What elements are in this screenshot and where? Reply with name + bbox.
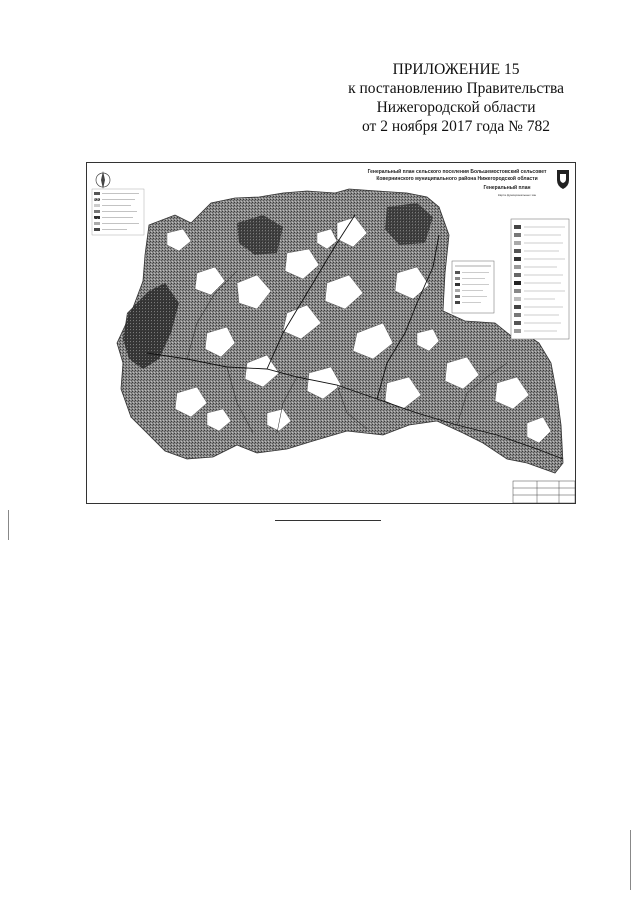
scan-mark-right <box>630 830 631 890</box>
title-block <box>513 481 575 503</box>
map-subtitle: Генеральный план <box>483 185 531 191</box>
decree-reference: к постановлению Правительства <box>348 80 564 97</box>
scan-mark-left <box>8 510 9 540</box>
decree-date: от 2 ноября 2017 года № 782 <box>362 118 551 135</box>
map-graphic <box>87 163 576 504</box>
legend-center <box>452 261 494 313</box>
separator-line <box>275 520 381 521</box>
north-arrow-icon <box>96 171 110 189</box>
map-title-line1: Генеральный план сельского поселения Большемостовский сельсовет <box>367 169 547 175</box>
map-title-line2: Ковернинского муниципального района Нижегородской области <box>376 176 538 182</box>
map-note: Карта функциональных зон <box>497 193 537 197</box>
appendix-number: ПРИЛОЖЕНИЕ 15 <box>392 61 520 78</box>
legend-left <box>92 189 144 235</box>
map-title <box>347 169 567 183</box>
legend-right <box>511 219 569 339</box>
region-name: Нижегородской области <box>376 99 536 116</box>
general-plan-map <box>86 162 576 504</box>
appendix-header <box>348 60 564 136</box>
